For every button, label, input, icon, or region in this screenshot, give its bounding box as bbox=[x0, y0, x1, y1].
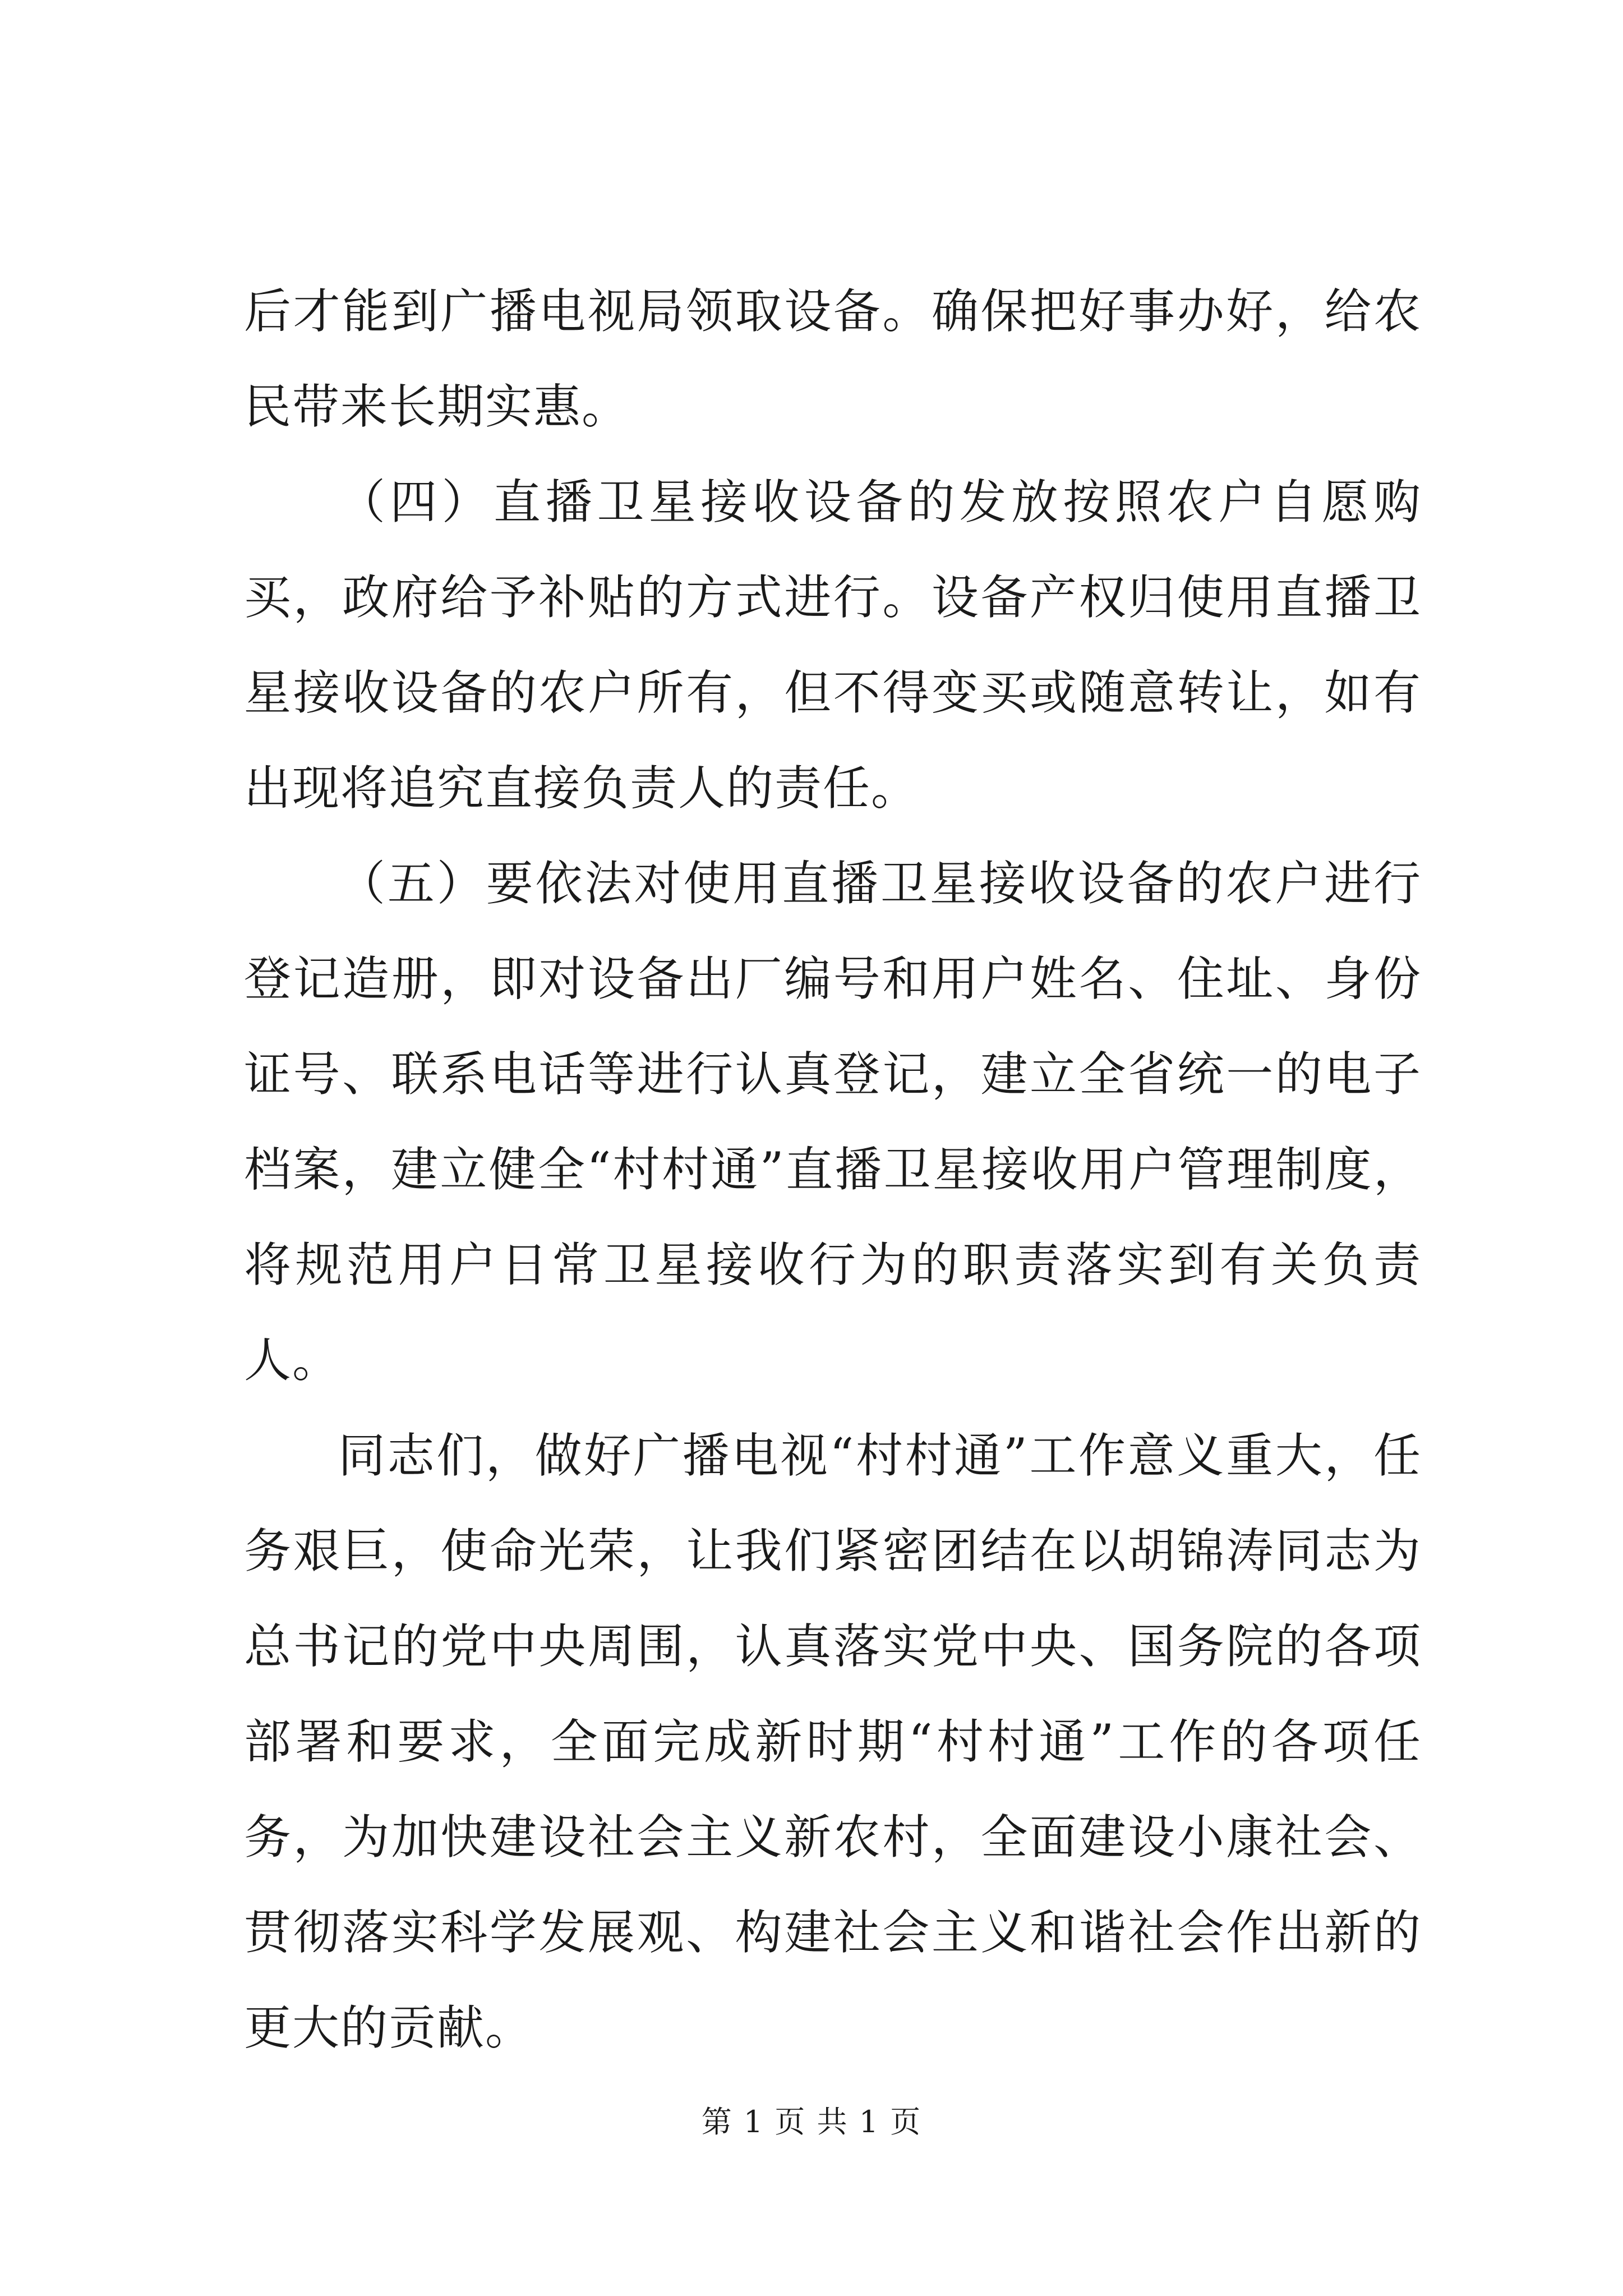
paragraph-continuation: 后才能到广播电视局领取设备。确保把好事办好，给农民带来长期实惠。 bbox=[244, 284, 1422, 434]
document-body bbox=[244, 264, 1422, 2076]
paragraph-closing: 同志们，做好广播电视“村村通”工作意义重大，任务艰巨，使命光荣，让我们紧密团结在以胡锦涛同志为总书记的党中央周围，认真落实党中央、国务院的各项部署和要求，全面完成新时期“村村通”工作的各项任务，为加快建设社会主义新农村，全面建设小康社会、贯彻落实科学发展观、构建社会主义和谐社会作出新的更大的贡献。 bbox=[244, 1428, 1422, 2055]
page-number-footer: 第 1 页 共 1 页 bbox=[701, 2104, 922, 2139]
paragraph-item-five: （五）要依法对使用直播卫星接收设备的农户进行登记造册，即对设备出厂编号和用户姓名、住址、身份证号、联系电话等进行认真登记，建立全省统一的电子档案，建立健全“村村通”直播卫星接收用户管理制度，将规范用户日常卫星接收行为的职责落实到有关负责人。 bbox=[244, 856, 1422, 1388]
paragraph-item-four: （四）直播卫星接收设备的发放按照农户自愿购买，政府给予补贴的方式进行。设备产权归使用直播卫星接收设备的农户所有，但不得变买或随意转让，如有出现将追究直接负责人的责任。 bbox=[244, 475, 1422, 816]
